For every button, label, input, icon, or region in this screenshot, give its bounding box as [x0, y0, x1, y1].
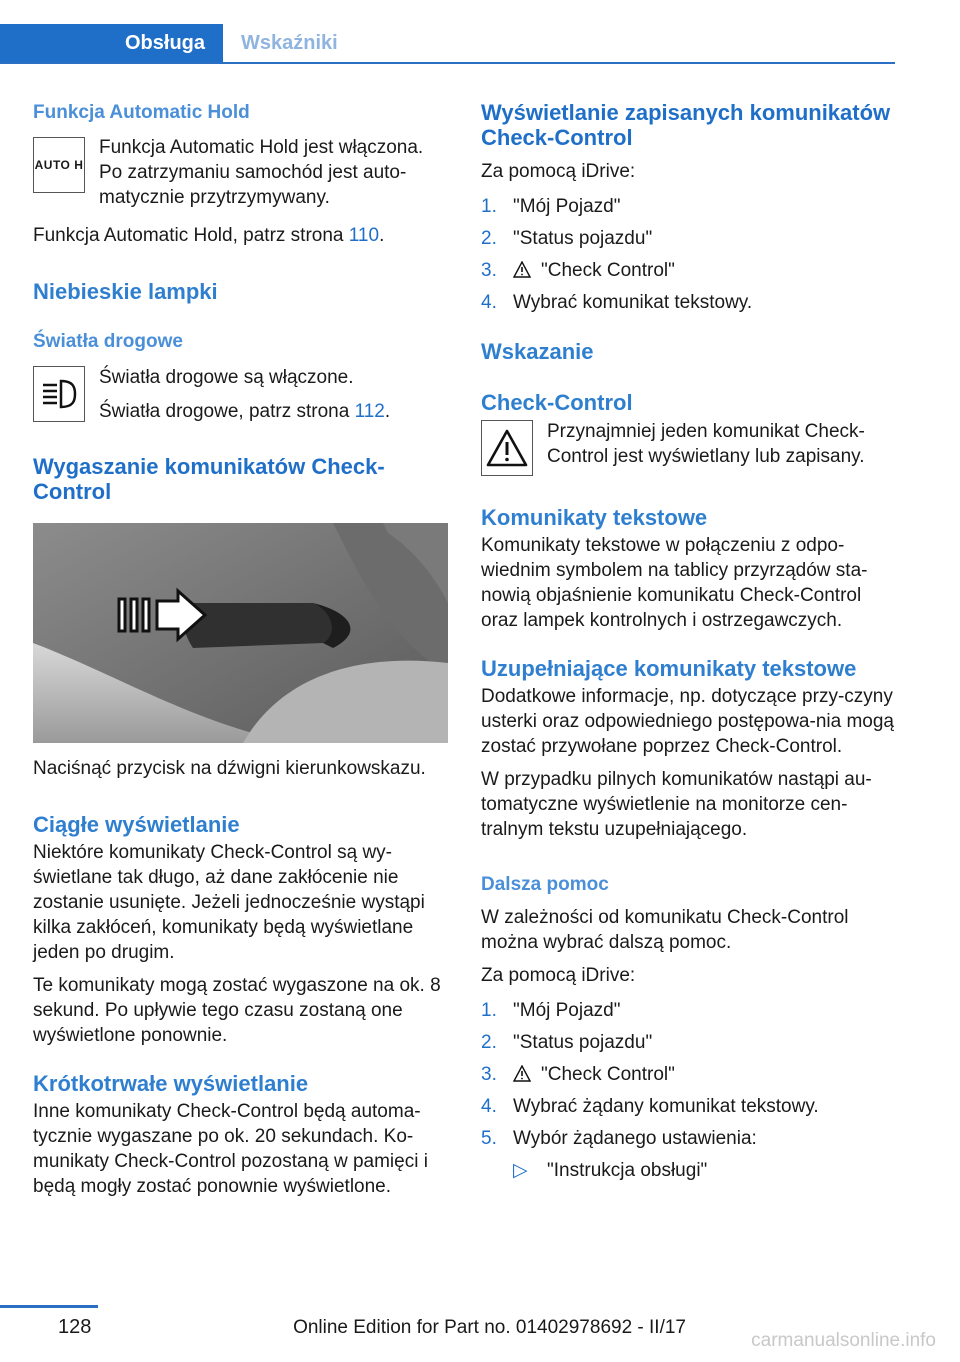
list-item: [481, 1126, 896, 1152]
high-beam-icon-glyph: [39, 377, 79, 411]
blue-lamps-heading: Niebieskie lampki: [33, 279, 218, 304]
high-beam-ref-end: .: [384, 401, 391, 422]
short-heading: Krótkotrwałe wyświetlanie: [33, 1071, 309, 1096]
check-control-subheading: Check-Control: [481, 390, 633, 415]
tab-obsluga[interactable]: Obsługa: [0, 24, 223, 62]
step-text: "Status pojazdu": [513, 1032, 653, 1053]
warning-triangle-icon: [485, 428, 529, 468]
further-help-steps: [481, 998, 896, 1152]
auto-hold-icon: [33, 137, 85, 193]
high-beam-ref: [99, 399, 390, 424]
right-column: [481, 100, 896, 1183]
stored-heading: Wyświetlanie zapisanych komunikatów Check-Control: [481, 100, 891, 150]
step-number: 1.: [481, 196, 497, 217]
short-p1: Inne komunikaty Check-Control będą automa-tycznie wygaszane po ok. 20 sekundach. Ko-munikaty Check-Control pozostaną w pamięci i będą mogły zostać ponownie wyświetlone.: [33, 1101, 428, 1197]
page-number: 128: [58, 1316, 92, 1338]
step-text: "Mój Pojazd": [513, 1000, 621, 1021]
continuous-p1: Niektóre komunikaty Check-Control są wy-świetlane tak długo, aż dane zakłócenie nie zostanie usunięte. Jeżeli jednocześnie wystąpi kilka zakłóceń, komunikaty będą wyświetlane jeden po drugim.: [33, 842, 425, 963]
continuous-heading: Ciągłe wyświetlanie: [33, 812, 240, 837]
step-text: Wybór żądanego ustawienia:: [513, 1128, 757, 1149]
step-number: 3.: [481, 1064, 497, 1085]
left-column: [33, 100, 448, 1199]
list-item: [481, 194, 896, 220]
step-text: "Check Control": [541, 1064, 675, 1085]
auto-hold-heading: Funkcja Automatic Hold: [33, 102, 250, 123]
list-item: [481, 290, 896, 316]
auto-hold-ref-link[interactable]: 110: [348, 225, 380, 246]
step-number: 3.: [481, 260, 497, 281]
list-item: [481, 258, 896, 284]
text-messages-heading: Komunikaty tekstowe: [481, 505, 708, 530]
check-control-icon: [481, 420, 533, 476]
dismiss-caption: Naciśnąć przycisk na dźwigni kierunkowskazu.: [33, 758, 426, 779]
triangle-bullet-icon: ▷: [513, 1160, 528, 1181]
list-item: [481, 1062, 896, 1088]
step-text: "Status pojazdu": [513, 228, 653, 249]
warning-icon: [513, 1065, 531, 1082]
stored-steps: [481, 194, 896, 316]
further-help-heading: Dalsza pomoc: [481, 874, 609, 895]
high-beam-row: [33, 366, 448, 424]
step-number: 1.: [481, 1000, 497, 1021]
auto-hold-ref: [33, 223, 448, 248]
auto-hold-icon-label: AUTO H: [34, 157, 84, 172]
edition-text: Online Edition for Part no. 01402978692 - II/17: [293, 1317, 686, 1338]
list-item: [481, 998, 896, 1024]
auto-hold-ref-text: Funkcja Automatic Hold, patrz strona: [33, 225, 349, 246]
supplementary-heading: Uzupełniające komunikaty tekstowe: [481, 656, 857, 681]
list-item: [481, 1094, 896, 1120]
further-help-p1: W zależności od komunikatu Check-Control można wybrać dalszą pomoc.: [481, 907, 849, 953]
continuous-p2: Te komunikaty mogą zostać wygaszone na ok. 8 sekund. Po upływie tego czasu zostaną one wyświetlone ponownie.: [33, 975, 441, 1046]
supplementary-p2: W przypadku pilnych komunikatów nastąpi au-tomatyczne wyświetlenie na monitorze cen-tralnym tekstu uzupełniającego.: [481, 769, 872, 840]
high-beam-icon: [33, 366, 85, 422]
high-beam-text: Światła drogowe są włączone.: [99, 367, 354, 388]
check-control-text: Przynajmniej jeden komunikat Check-Control jest wyświetlany lub zapisany.: [547, 421, 865, 467]
auto-hold-row: [33, 137, 448, 210]
high-beam-ref-text: Światła drogowe, patrz strona: [99, 401, 355, 422]
step-text: "Mój Pojazd": [513, 196, 621, 217]
indication-heading: Wskazanie: [481, 339, 594, 364]
list-item: [481, 226, 896, 252]
list-item: [481, 1030, 896, 1056]
step-number: 4.: [481, 1096, 497, 1117]
step-number: 2.: [481, 1032, 497, 1053]
step-text: Wybrać komunikat tekstowy.: [513, 292, 753, 313]
turn-signal-lever-image: [33, 523, 448, 743]
watermark: carmanualsonline.info: [751, 1330, 936, 1351]
footer-rule: [0, 1305, 98, 1308]
auto-hold-text: Funkcja Automatic Hold jest włączona. Po zatrzymaniu samochód jest auto-matycznie przytrzymywany.: [99, 137, 424, 208]
sub-bullet: [513, 1158, 896, 1183]
text-messages-text: Komunikaty tekstowe w połączeniu z odpo-wiednim symbolem na tablicy przyrządów sta-nowią objaśnienie komunikatu Check-Control oraz lampek kontrolnych i ostrzegawczych.: [481, 535, 868, 631]
step-number: 2.: [481, 228, 497, 249]
auto-hold-ref-end: .: [379, 225, 385, 246]
supplementary-p1: Dodatkowe informacje, np. dotyczące przy-czyny usterki oraz odpowiedniego postępowa-nia mogą zostać przywołane poprzez Check-Control.: [481, 686, 894, 757]
top-tab-bar: [0, 24, 895, 64]
stored-intro: Za pomocą iDrive:: [481, 161, 636, 182]
step-number: 5.: [481, 1128, 497, 1149]
further-help-intro: Za pomocą iDrive:: [481, 965, 636, 986]
high-beam-ref-link[interactable]: 112: [354, 401, 385, 422]
tab-wskazniki[interactable]: Wskaźniki: [241, 31, 338, 54]
high-beam-subheading: Światła drogowe: [33, 331, 183, 352]
step-number: 4.: [481, 292, 497, 313]
warning-icon: [513, 261, 531, 278]
bullet-text: "Instrukcja obsługi": [547, 1160, 708, 1181]
step-text: "Check Control": [541, 260, 675, 281]
dismiss-heading: Wygaszanie komunikatów Check-Control: [33, 454, 385, 504]
step-text: Wybrać żądany komunikat tekstowy.: [513, 1096, 819, 1117]
check-control-row: [481, 420, 896, 476]
